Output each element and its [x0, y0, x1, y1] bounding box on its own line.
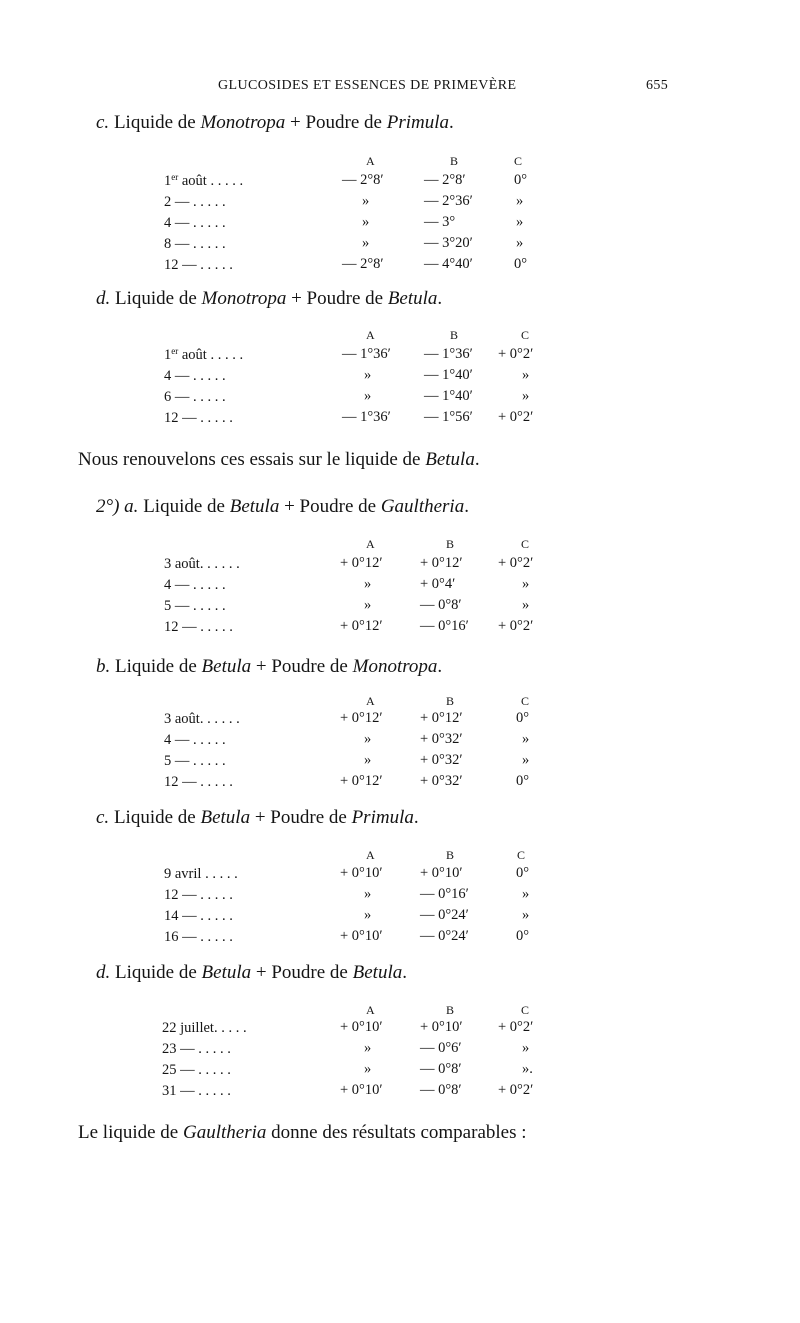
- date-cell: 5 — . . . . .: [164, 752, 226, 769]
- body-paragraph: Nous renouvelons ces essais sur le liquide de Betula.: [78, 449, 480, 470]
- value-a: »: [364, 907, 372, 923]
- date-cell: 12 — . . . . .: [164, 773, 233, 790]
- table-row: [0, 409, 800, 429]
- value-a: + 0°12′: [340, 710, 383, 726]
- value-b: — 2°8′: [424, 172, 466, 188]
- date-cell: 6 — . . . . .: [164, 388, 226, 405]
- table-row: [0, 928, 800, 948]
- page-number: 655: [646, 78, 669, 93]
- value-c: 0°: [516, 710, 530, 726]
- date-cell: 4 — . . . . .: [164, 576, 226, 593]
- column-header-c: C: [521, 537, 530, 551]
- value-c: 0°: [514, 256, 528, 272]
- date-cell: 4 — . . . . .: [164, 214, 226, 231]
- value-b: — 1°40′: [424, 367, 473, 383]
- table-row: [0, 172, 800, 192]
- value-a: »: [364, 597, 372, 613]
- date-cell: 1er août . . . . .: [164, 172, 244, 189]
- value-b: — 0°8′: [420, 1082, 462, 1098]
- column-header-c: C: [521, 328, 530, 342]
- date-cell: 16 — . . . . .: [164, 928, 233, 945]
- table-row: [0, 752, 800, 772]
- date-cell: 12 — . . . . .: [164, 409, 233, 426]
- column-header-a: A: [366, 154, 375, 168]
- value-a: »: [364, 367, 372, 383]
- value-c: »: [516, 193, 524, 209]
- table-row: [0, 886, 800, 906]
- value-b: — 1°40′: [424, 388, 473, 404]
- table-row: [0, 1061, 800, 1081]
- running-header: [0, 78, 800, 98]
- value-b: + 0°32′: [420, 731, 463, 747]
- value-a: — 2°8′: [342, 256, 384, 272]
- value-b: + 0°4′: [420, 576, 456, 592]
- body-paragraph: Le liquide de Gaultheria donne des résultats comparables :: [78, 1122, 527, 1143]
- date-cell: 8 — . . . . .: [164, 235, 226, 252]
- running-head: GLUCOSIDES ET ESSENCES DE PRIMEVÈRE: [218, 78, 517, 93]
- value-b: — 4°40′: [424, 256, 473, 272]
- value-a: »: [364, 1040, 372, 1056]
- value-b: — 0°8′: [420, 1061, 462, 1077]
- value-a: + 0°10′: [340, 865, 383, 881]
- value-c: + 0°2′: [498, 618, 534, 634]
- value-a: »: [362, 214, 370, 230]
- column-header-b: B: [450, 328, 459, 342]
- value-a: »: [362, 235, 370, 251]
- table-row: [0, 555, 800, 575]
- table-row: [0, 1019, 800, 1039]
- section-title: d. Liquide de Monotropa + Poudre de Betula.: [96, 288, 443, 309]
- value-b: + 0°32′: [420, 752, 463, 768]
- table-row: [0, 367, 800, 387]
- section-title: c. Liquide de Betula + Poudre de Primula.: [96, 807, 419, 828]
- value-b: + 0°32′: [420, 773, 463, 789]
- value-a: + 0°10′: [340, 1082, 383, 1098]
- value-a: »: [364, 731, 372, 747]
- value-c: »: [522, 752, 530, 768]
- column-header-c: C: [521, 694, 530, 708]
- column-header-b: B: [446, 1003, 455, 1017]
- column-header-a: A: [366, 537, 375, 551]
- date-cell: 4 — . . . . .: [164, 731, 226, 748]
- date-cell: 12 — . . . . .: [164, 618, 233, 635]
- value-c: + 0°2′: [498, 555, 534, 571]
- value-a: + 0°12′: [340, 555, 383, 571]
- section-title: 2°) a. Liquide de Betula + Poudre de Gaultheria.: [96, 496, 469, 517]
- value-a: »: [364, 886, 372, 902]
- value-b: — 0°16′: [420, 886, 469, 902]
- value-c: + 0°2′: [498, 409, 534, 425]
- date-cell: 31 — . . . . .: [162, 1082, 231, 1099]
- value-a: »: [364, 388, 372, 404]
- value-a: »: [364, 1061, 372, 1077]
- value-a: + 0°12′: [340, 773, 383, 789]
- value-b: — 2°36′: [424, 193, 473, 209]
- value-a: — 2°8′: [342, 172, 384, 188]
- table-row: [0, 907, 800, 927]
- column-header-c: C: [521, 1003, 530, 1017]
- date-cell: 1er août . . . . .: [164, 346, 244, 363]
- date-cell: 3 août. . . . . .: [164, 555, 240, 572]
- column-header-b: B: [446, 537, 455, 551]
- table-row: [0, 773, 800, 793]
- column-header-a: A: [366, 694, 375, 708]
- column-header-a: A: [366, 1003, 375, 1017]
- table-row: [0, 346, 800, 366]
- value-c: »: [522, 367, 530, 383]
- table-row: [0, 710, 800, 730]
- date-cell: 25 — . . . . .: [162, 1061, 231, 1078]
- value-a: + 0°12′: [340, 618, 383, 634]
- date-cell: 9 avril . . . . .: [164, 865, 238, 882]
- value-b: — 0°24′: [420, 907, 469, 923]
- value-c: »: [522, 597, 530, 613]
- value-c: 0°: [514, 172, 528, 188]
- value-c: »: [516, 235, 524, 251]
- value-c: 0°: [516, 865, 530, 881]
- value-a: — 1°36′: [342, 346, 391, 362]
- value-b: — 1°56′: [424, 409, 473, 425]
- section-title: b. Liquide de Betula + Poudre de Monotropa.: [96, 656, 443, 677]
- value-c: ».: [522, 1061, 533, 1077]
- column-header-c: C: [514, 154, 523, 168]
- table-row: [0, 576, 800, 596]
- table-row: [0, 731, 800, 751]
- table-row: [0, 865, 800, 885]
- value-a: »: [364, 576, 372, 592]
- date-cell: 2 — . . . . .: [164, 193, 226, 210]
- value-c: »: [522, 576, 530, 592]
- table-row: [0, 388, 800, 408]
- column-header-b: B: [446, 694, 455, 708]
- value-c: + 0°2′: [498, 1082, 534, 1098]
- value-b: — 0°16′: [420, 618, 469, 634]
- value-b: + 0°10′: [420, 1019, 463, 1035]
- value-c: 0°: [516, 773, 530, 789]
- value-a: + 0°10′: [340, 1019, 383, 1035]
- value-b: + 0°12′: [420, 710, 463, 726]
- table-row: [0, 597, 800, 617]
- date-cell: 12 — . . . . .: [164, 886, 233, 903]
- value-c: »: [516, 214, 524, 230]
- value-b: — 1°36′: [424, 346, 473, 362]
- date-cell: 3 août. . . . . .: [164, 710, 240, 727]
- section-title: d. Liquide de Betula + Poudre de Betula.: [96, 962, 407, 983]
- value-c: 0°: [516, 928, 530, 944]
- table-row: [0, 235, 800, 255]
- date-cell: 23 — . . . . .: [162, 1040, 231, 1057]
- value-c: »: [522, 1040, 530, 1056]
- table-row: [0, 1040, 800, 1060]
- value-c: »: [522, 886, 530, 902]
- value-a: — 1°36′: [342, 409, 391, 425]
- value-b: — 0°8′: [420, 597, 462, 613]
- value-c: »: [522, 388, 530, 404]
- value-c: »: [522, 907, 530, 923]
- value-c: »: [522, 731, 530, 747]
- value-b: + 0°12′: [420, 555, 463, 571]
- column-header-c: C: [517, 848, 526, 862]
- date-cell: 14 — . . . . .: [164, 907, 233, 924]
- value-b: — 3°: [424, 214, 456, 230]
- value-a: + 0°10′: [340, 928, 383, 944]
- value-b: — 3°20′: [424, 235, 473, 251]
- value-b: + 0°10′: [420, 865, 463, 881]
- table-row: [0, 1082, 800, 1102]
- value-c: + 0°2′: [498, 346, 534, 362]
- column-header-a: A: [366, 848, 375, 862]
- table-row: [0, 214, 800, 234]
- date-cell: 4 — . . . . .: [164, 367, 226, 384]
- section-title: c. Liquide de Monotropa + Poudre de Primula.: [96, 112, 454, 133]
- value-c: + 0°2′: [498, 1019, 534, 1035]
- value-a: »: [364, 752, 372, 768]
- column-header-a: A: [366, 328, 375, 342]
- value-b: — 0°6′: [420, 1040, 462, 1056]
- date-cell: 22 juillet. . . . .: [162, 1019, 247, 1036]
- table-row: [0, 618, 800, 638]
- column-header-b: B: [446, 848, 455, 862]
- table-row: [0, 256, 800, 276]
- value-b: — 0°24′: [420, 928, 469, 944]
- date-cell: 12 — . . . . .: [164, 256, 233, 273]
- column-header-b: B: [450, 154, 459, 168]
- value-a: »: [362, 193, 370, 209]
- table-row: [0, 193, 800, 213]
- date-cell: 5 — . . . . .: [164, 597, 226, 614]
